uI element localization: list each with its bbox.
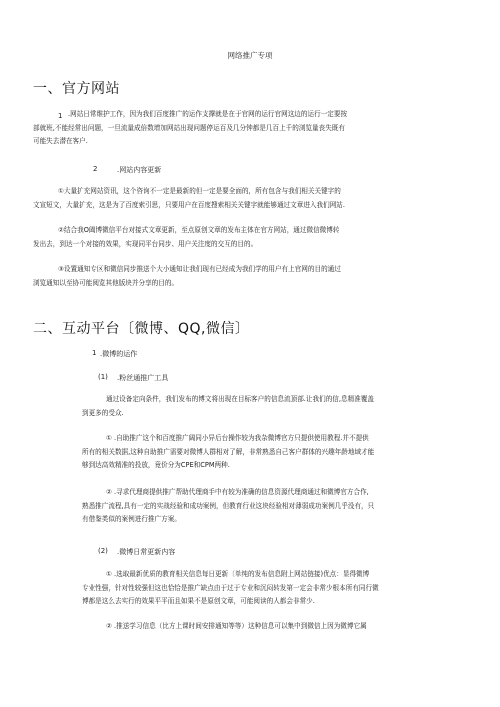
section1-item2-title: .网站内容更新 xyxy=(117,166,162,174)
section2-sub2-title: .微博日常更新内容 xyxy=(117,548,176,556)
section2-a2-paragraph-cont xyxy=(82,500,477,527)
para-line: 熟悉推广流程,具有一定的实战经验和成功案例，但教育行业这块经验相对薄弱成功案例几乎没有，只 xyxy=(82,501,375,510)
section2-sub1-paragraph-cont xyxy=(82,407,472,421)
para-line: ① .选取最新优质的教育相关信息每日更新〔单纯的发布信息附上网站链接)优点：显得微博 xyxy=(106,570,370,578)
section1-paragraph-1 xyxy=(58,185,478,199)
para-line: 有借鉴类似的案例进行推广方案。 xyxy=(82,515,181,523)
section1-heading: 一、官方网站 xyxy=(33,81,120,97)
section2-sub1-number: (1) xyxy=(98,373,108,381)
section1-paragraph-3-cont xyxy=(33,277,473,291)
section2-a1-paragraph xyxy=(106,432,476,446)
section1-item1-paragraph-cont xyxy=(33,122,473,149)
section2-item1-title: .微博的运作 xyxy=(100,350,138,358)
para-line: 到更多的受众. xyxy=(82,408,124,417)
para-line: 专业性强，针对性较强但这也恰恰是推广缺点由于过于专业和沉闷转发第一定会非常少根本所有同行微 xyxy=(82,583,379,592)
section1-paragraph-2 xyxy=(58,224,478,238)
section1-paragraph-1-cont xyxy=(33,199,473,213)
section2-heading: 二、互动平台〔微博、QQ,微信〕 xyxy=(33,321,250,337)
para-line: 所有的相关数据,这种自助推广需要对微博人群相对了解，非常熟悉自己客户群体的兴趣年龄地域才能 xyxy=(82,447,375,456)
para-line: ②结合我O阖博微信平台对接式文章更新，至点原创文章的发布主体在官方网站，通过微信微博转 xyxy=(58,226,340,234)
para-line: ③设置通知专区和微信同步推送个大小通知让我们现有已经成为我们学的用户有上官网的目的通过 xyxy=(58,265,341,273)
section2-sub2-number: (2) xyxy=(98,547,108,555)
para-line: 文宣短文，大量扩充，这是为了百度索引思，只要用户在百度搜索相关关键字就能够通过文章进入我们网站. xyxy=(33,200,346,209)
para-line: 通过设备定向条件，我们发布的博文将出现在目标客户的信息流顶部.让我们的信,息精准覆盖 xyxy=(106,395,374,403)
section1-paragraph-3 xyxy=(58,263,478,277)
section1-item1-number: 1 xyxy=(58,112,63,120)
section2-sub1-paragraph xyxy=(106,393,476,407)
document-title: 网络推广专项 xyxy=(227,51,273,60)
section2-a2-paragraph xyxy=(106,486,476,500)
para-line: ② .推送学习信息（比方上课时间安排通知等等）这种信息可以集中到微信上因为微博它属 xyxy=(106,622,367,630)
section1-paragraph-2-cont xyxy=(33,238,473,252)
para-line: ① .自助推广这个和百度推广阔同小异后台操作较为我杂微博官方只提供使用教程.并不提供 xyxy=(106,434,369,442)
para-line: ② .寻求代理商提供推广帮助代理商手中有较为准确的信息资源代理商通过和微博官方合作, xyxy=(106,488,369,496)
section1-item1-paragraph xyxy=(68,108,468,122)
section2-b1-paragraph-cont xyxy=(82,582,477,609)
para-line: 浏览通知以至协可能阅览其他版块并分享的目的。 xyxy=(33,278,179,287)
para-line: .网站日常维护工作，因为我们百度推广的运作支撑就是在于官网的运行官网这边的运行一定要按 xyxy=(68,110,348,118)
section1-item2-number: 2 xyxy=(93,165,98,173)
section2-b1-paragraph xyxy=(106,568,476,582)
section2-a1-paragraph-cont xyxy=(82,446,477,473)
para-line: 博都是这么去实行的效果平平而且如果不是原创文章，可能阅读的人都会非常少. xyxy=(82,597,315,605)
para-line: 部就班,不能经常出问题，一旦流量成倍数增加网站出现问题停运百及几分钟都是几百上千的浏览量丧失既有 xyxy=(33,123,346,132)
section2-b2-paragraph xyxy=(106,620,476,634)
section2-sub1-title: .粉丝通推广工具 xyxy=(117,374,169,382)
section2-item1-number: 1 xyxy=(92,349,97,357)
para-line: 可能失去潜在客户. xyxy=(33,137,88,145)
para-line: ①大量扩充网站资讯，这个咨询不一定是最新的但一定是要全面的，所有包含与我们相关关键字的 xyxy=(58,187,341,195)
para-line: 够到达高效精准的投放，竟价分为CPE和CPM两种. xyxy=(82,461,230,469)
para-line: 发出去，到达一个对接的效果，实现同平台同步、用户关注度的交互的目的。 xyxy=(33,239,258,248)
